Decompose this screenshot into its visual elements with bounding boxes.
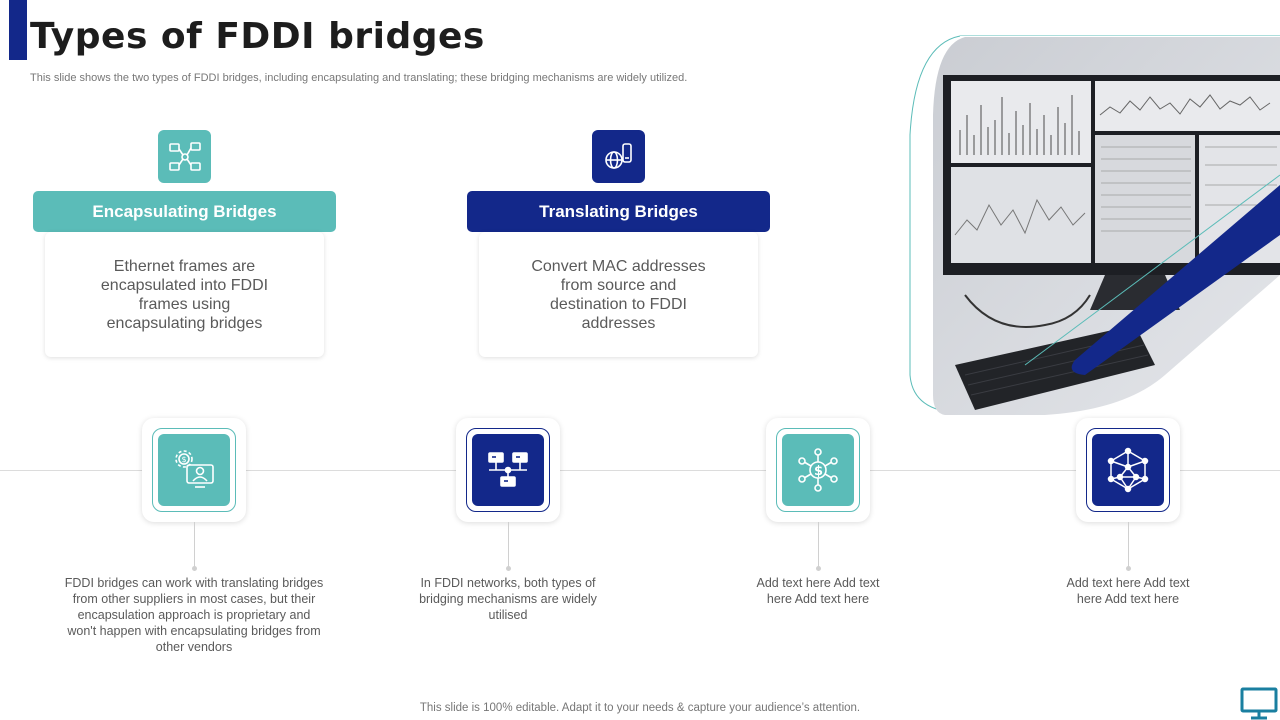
translating-bridges-header: Translating Bridges xyxy=(467,191,770,232)
title-accent-bar xyxy=(9,0,27,60)
timeline-text-1: FDDI bridges can work with translating bridges from other suppliers in most cases, but their encapsulation approach is proprietary and won't happen with encapsulating bridges from other vendors xyxy=(64,576,324,654)
translating-bridges-card xyxy=(479,232,758,357)
encapsulating-bridges-card xyxy=(45,232,324,357)
encapsulating-bridges-header: Encapsulating Bridges xyxy=(33,191,336,232)
timeline-connector-4 xyxy=(1128,522,1129,568)
timeline-connector-2 xyxy=(508,522,509,568)
mesh-network-icon xyxy=(1092,434,1164,506)
timeline-text-2: In FDDI networks, both types of bridging mechanisms are widely utilised xyxy=(419,576,597,622)
timeline-text-4: Add text here Add text here Add text here xyxy=(1066,576,1190,606)
footer-note: This slide is 100% editable. Adapt it to your needs & capture your audience’s attention. xyxy=(419,702,861,714)
timeline-node-3 xyxy=(766,418,870,522)
translating-bridges-description: Convert MAC addresses from source and destination to FDDI addresses xyxy=(531,257,706,332)
timeline-node-4 xyxy=(1076,418,1180,522)
timeline-connector-3 xyxy=(818,522,819,568)
timeline-node-2 xyxy=(456,418,560,522)
timeline-node-1 xyxy=(142,418,246,522)
encapsulating-bridges-description: Ethernet frames are encapsulated into FDDI frames using encapsulating bridges xyxy=(100,257,269,332)
network-nodes-icon xyxy=(158,130,211,183)
svg-text:$: $ xyxy=(814,464,824,479)
timeline-text-3: Add text here Add text here Add text here xyxy=(756,576,880,606)
timeline-dot-1 xyxy=(192,566,197,571)
gear-user-icon xyxy=(158,434,230,506)
dollar-network-icon xyxy=(782,434,854,506)
timeline-connector-1 xyxy=(194,522,195,568)
timeline-dot-2 xyxy=(506,566,511,571)
svg-text:$: $ xyxy=(181,455,187,464)
timeline-dot-3 xyxy=(816,566,821,571)
globe-device-icon xyxy=(592,130,645,183)
monitor-photo xyxy=(905,35,1280,420)
hierarchy-network-icon xyxy=(472,434,544,506)
timeline-dot-4 xyxy=(1126,566,1131,571)
page-subtitle: This slide shows the two types of FDDI bridges, including encapsulating and translating; these bridging mechanisms are widely utilized. xyxy=(30,72,688,84)
monitor-icon xyxy=(1240,687,1278,720)
page-title: Types of FDDI bridges xyxy=(30,16,485,57)
